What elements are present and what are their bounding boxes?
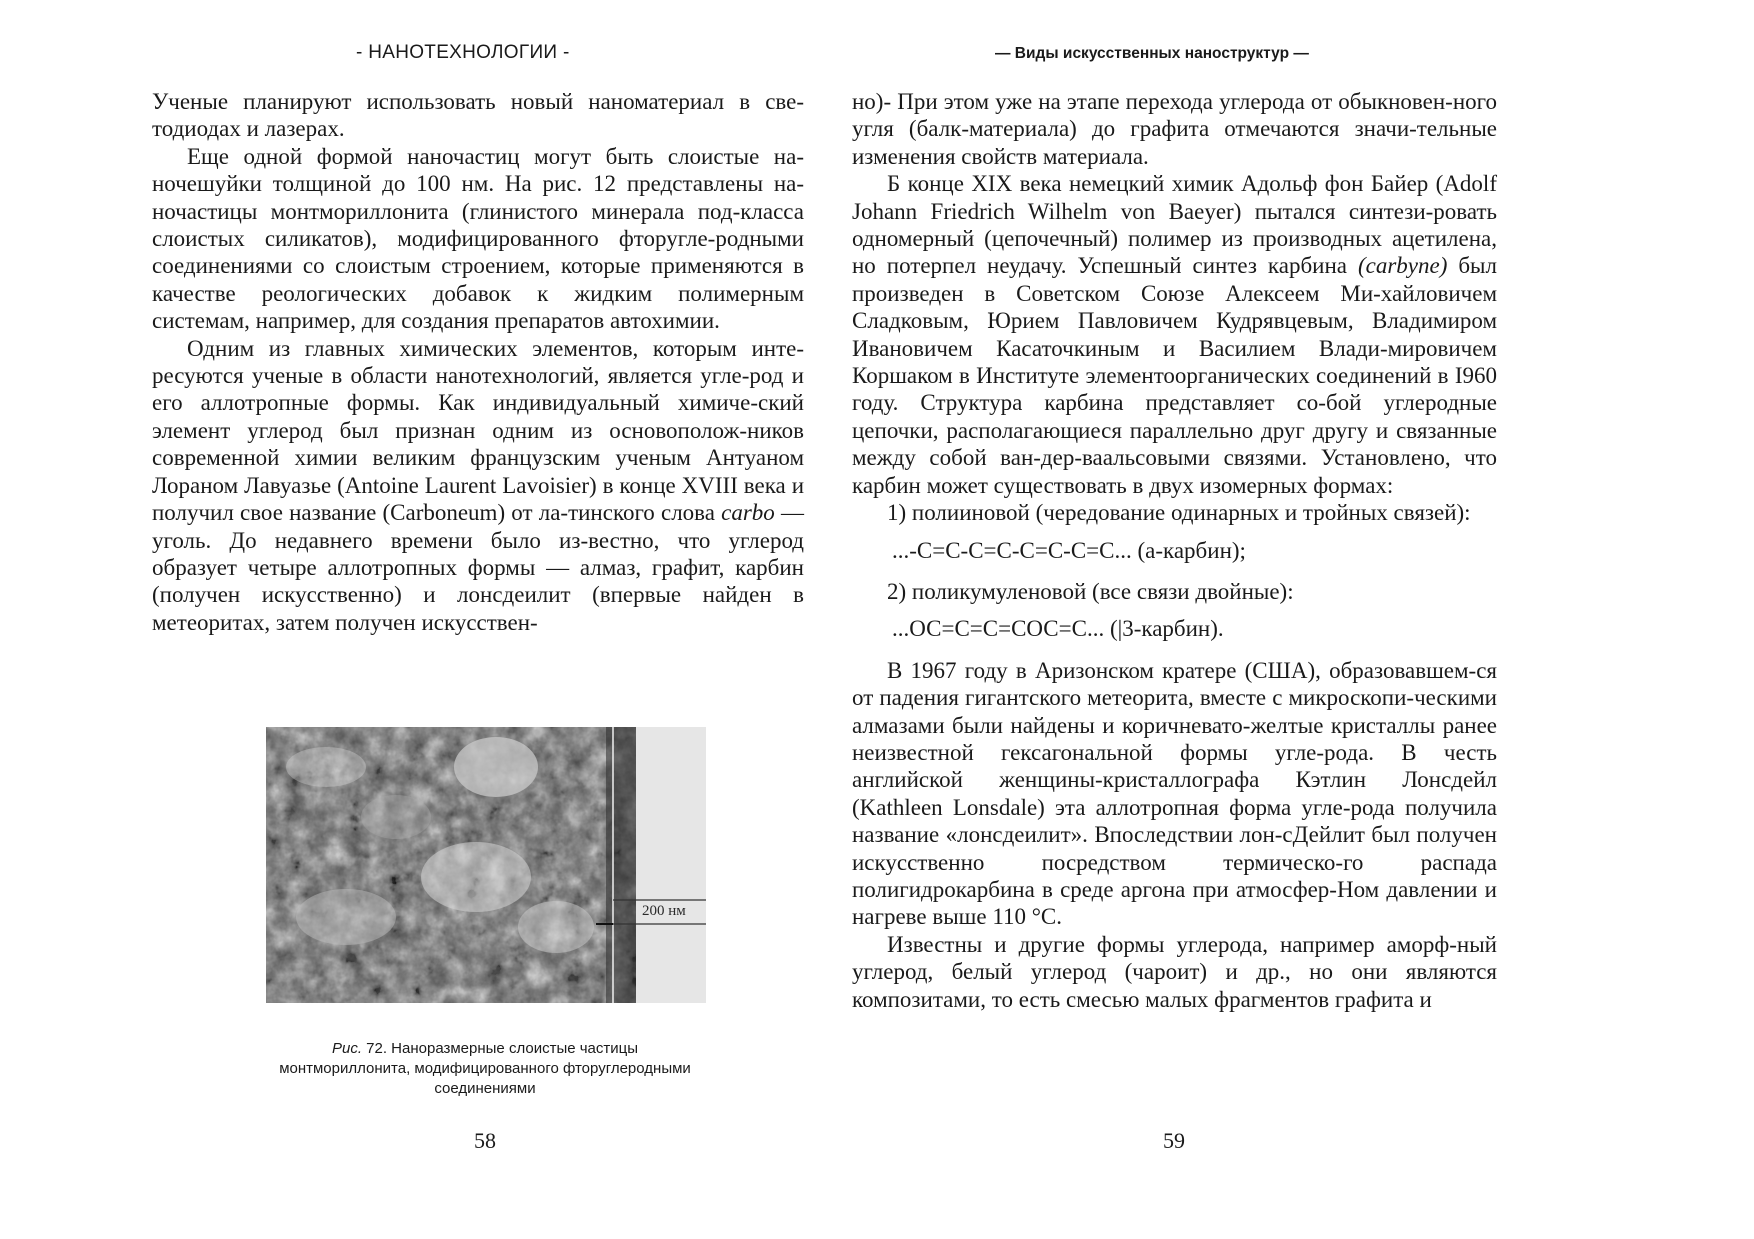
paragraph: Ученые планируют использовать новый наноматериал в све-тодиодах и лазерах. [152, 89, 804, 142]
figure-caption [270, 1039, 700, 1099]
paragraph: Известны и другие формы углерода, например аморф-ный углерод, белый углерод (чароит) и др., но они являются композитами, то есть смесью малых фрагментов графита и [852, 931, 1497, 1012]
caption-label: Рис. [331, 1040, 362, 1057]
list-item-polyyne: 1) полииновой (чередование одинарных и тройных связей): [887, 500, 1471, 526]
formula-beta-carbyne: ...ОС=С=С=СОС=С... (|3-карбин). [892, 616, 1224, 642]
page-number-left: 58 [474, 1128, 496, 1153]
caption-text: 72. Наноразмерные слоистые частицы монтмориллонита, модифицированного фторуглеродными соединениями [279, 1040, 691, 1097]
left-body-text [152, 88, 804, 636]
formula-alpha-carbyne: ...-С=С-С=С-С=С-С=С... (а-карбин); [892, 537, 1246, 563]
paragraph-carbyne [852, 170, 1497, 499]
right-running-header: — Виды искусственных наноструктур — [995, 45, 1309, 62]
italic-term: (carbyne) [1357, 253, 1448, 279]
paragraph: Еще одной формой наночастиц могут быть слоистые на-ночешуйки толщиной до 100 нм. На рис. 12 представлены на-ночастицы монтмориллонита (глинистого минерала под-класса слоистых силикатов), модифицированного фторугле-родными соединениями со слоистым строением, которые применяются в качестве реологических добавок к жидким полимерным системам, например, для создания препаратов автохимии. [152, 143, 804, 334]
italic-term: carbo [721, 500, 775, 526]
micrograph-image [266, 727, 706, 1003]
page-number-right: 59 [1163, 1128, 1185, 1153]
text-run: — уголь. До недавнего времени было из-вестно, что углерод образует четыре аллотропных формы — алмаз, графит, карбин (получен искусственно) и лонсдеилит (впервые найден в метеоритах, затем получен искусствен- [152, 500, 804, 635]
paragraph-lonsdaleite: В 1967 году в Аризонском кратере (США), образовавшем-ся от падения гигантского метеорита, вместе с микроскопи-ческими алмазами были найдены и коричневато-желтые кристаллы ранее неизвестной гексагональной формы угле-рода. В честь английской женщины-кристаллографа Кэтлин Лонсдейл (Kathleen Lonsdale) эта аллотропная форма угле-рода получила название «лонсдеилит». Впоследствии лон-сДейлит был получен искусственно посредством термическо-го распада полигидрокарбина в среде аргона при атмосфер-Ном давлении и нагреве выше 110 °С. [852, 657, 1497, 930]
scale-bar-label: 200 нм [642, 903, 686, 919]
text-run: Б конце XIX века немецкий химик Адольф фон Байер (Adolf Johann Friedrich Wilhelm von Baeyer) пытался синтези-ровать одномерный (цепочечный) полимер из производных ацетилена, но потерпел неудачу. Успешный синтез карбина [852, 171, 1497, 279]
text-run: был произведен в Советском Союзе Алексеем Ми-хайловичем Сладковым, Юрием Павловичем Кудрявцевым, Владимиром Ивановичем Касаточкиным и Василием Влади-мировичем Коршаком в Институте элементоорганических соединений в I960 году. Структура карбина представляет со-бой углеродные цепочки, располагающиеся параллельно друг другу и связанные между собой ван-дер-ваальсовыми связями. Установлено, что карбин может существовать в двух изомерных формах: [852, 253, 1497, 498]
right-body-text [852, 88, 1497, 1013]
paragraph-carbon [152, 335, 804, 636]
text-run: Одним из главных химических элементов, которым инте-ресуются ученые в области нанотехнологий, является угле-род и его аллотропные формы. Как индивидуальный химиче-ский элемент углерод был признан одним из основополож-ников современной химии великим французским ученым Антуаном Лораном Лавуазье (Antoine Laurent Lavoisier) в конце XVIII века и получил свое название (Carboneum) от ла-тинского слова [152, 335, 804, 526]
list-item-polycumulene: 2) поликумуленовой (все связи двойные): [887, 578, 1294, 604]
left-running-header: - НАНОТЕХНОЛОГИИ - [356, 42, 570, 63]
micrograph-figure [266, 727, 706, 1003]
paragraph: но)- При этом уже на этапе перехода углерода от обыкновен-ного угля (балк-материала) до графита отмечаются значи-тельные изменения свойств материала. [852, 89, 1497, 169]
